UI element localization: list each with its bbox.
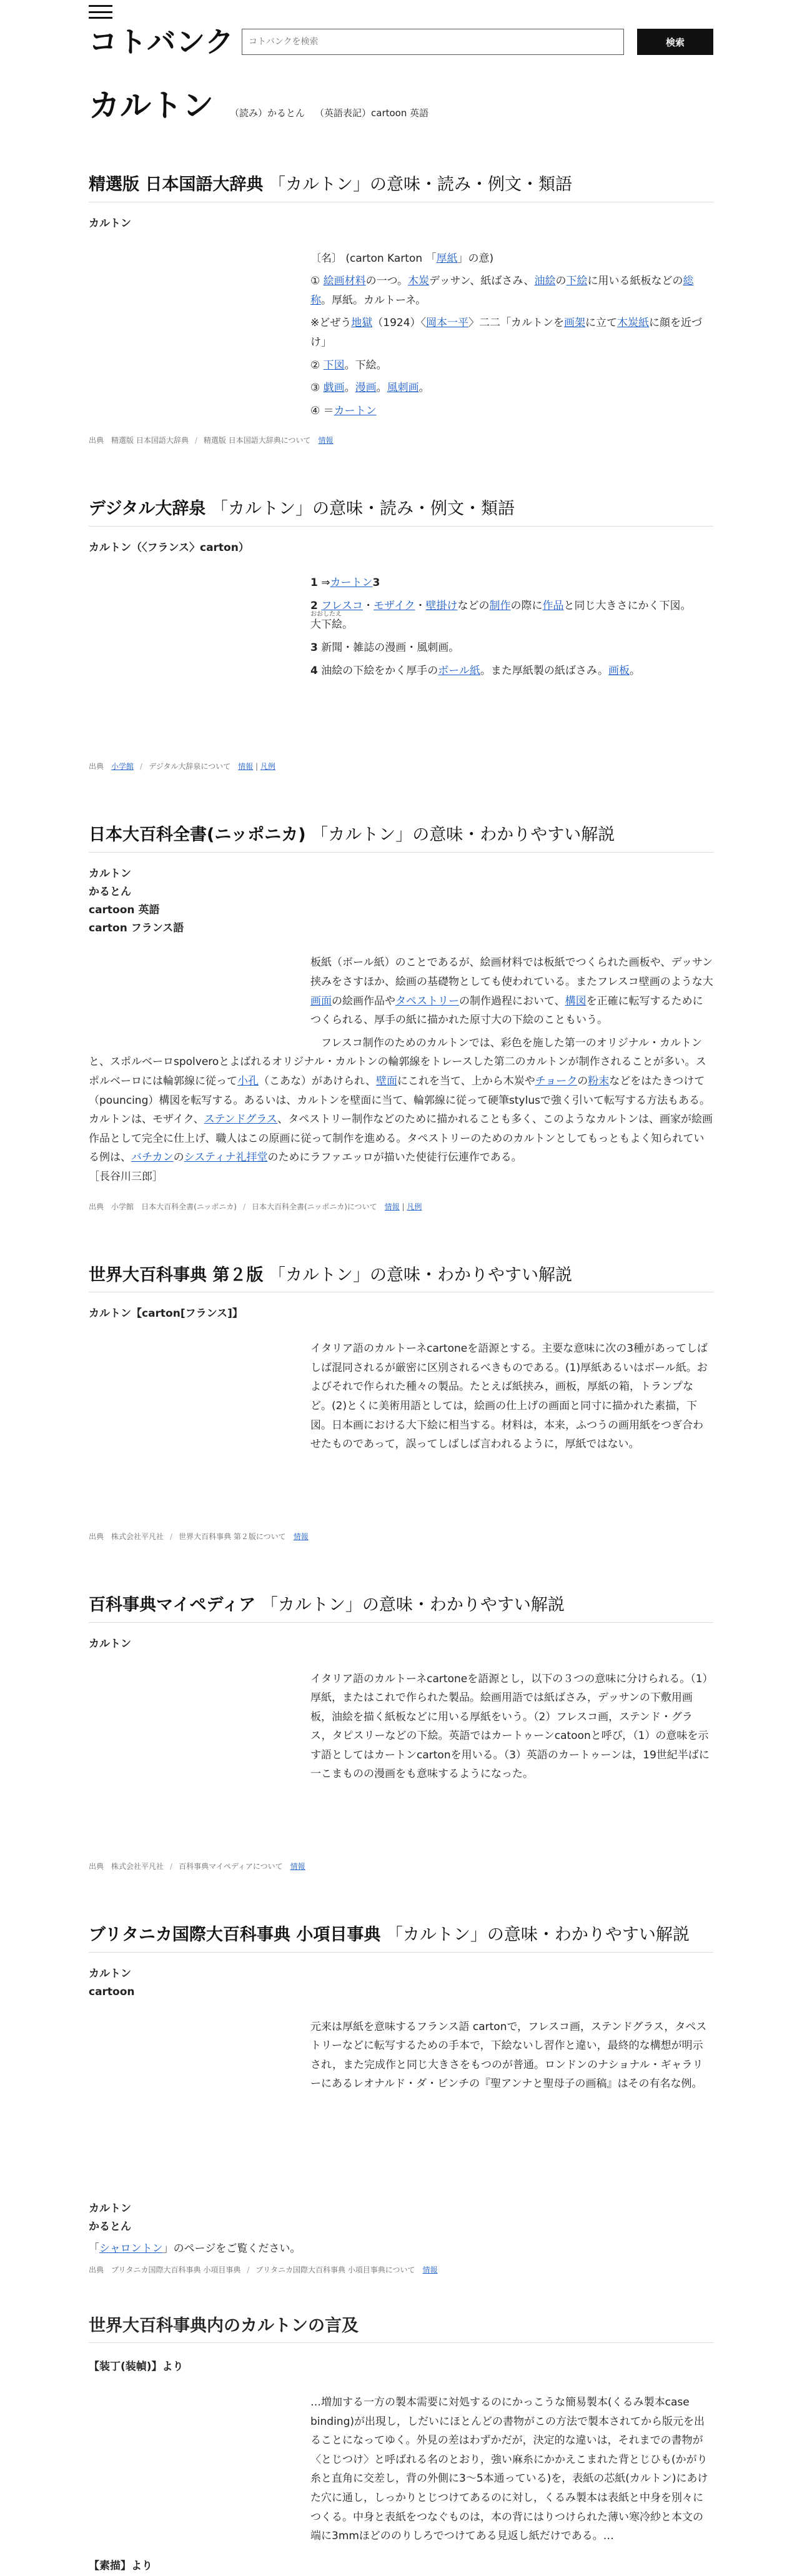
link-aburae[interactable]: 油絵: [534, 275, 556, 288]
mentions-section: [89, 2314, 713, 2576]
paragraph-2: [89, 1034, 713, 1167]
link-funmatsu[interactable]: 粉末: [588, 1075, 610, 1088]
head-french: carton フランス語: [89, 921, 184, 934]
link-atsugami[interactable]: 厚紙: [436, 252, 458, 265]
source-info-link[interactable]: 情報: [238, 762, 254, 771]
text: 。また厚紙製の紙ばさみ。: [480, 664, 608, 677]
text: に顔を近づけ」: [310, 317, 703, 349]
entry-head-2: [89, 2200, 713, 2236]
author: ［長谷川三郎］: [89, 1170, 163, 1183]
source-line: 出典 小学館 日本大百科全書(ニッポニカ) / 日本大百科全書(ニッポニカ)について 情報 | 凡例: [89, 1202, 422, 1211]
link-jigoku[interactable]: 地獄: [351, 317, 373, 330]
link-giga[interactable]: 戯画: [323, 382, 345, 395]
text: ・: [363, 599, 374, 612]
text: ④ ＝: [310, 404, 334, 417]
text: （こあな）があけられ、: [259, 1075, 377, 1088]
reading-kana: （読み）かるとん: [230, 107, 305, 119]
dict-section-nipponica: [89, 823, 713, 1213]
see-also: [89, 2240, 713, 2259]
source-publisher: 株式会社平凡社: [111, 1532, 164, 1541]
source-about: 世界大百科事典 第２版について: [179, 1532, 286, 1541]
search-input[interactable]: [242, 29, 624, 55]
source-label: 出典: [89, 1532, 104, 1541]
source-line: 出典 小学館 / デジタル大辞泉について 情報 | 凡例: [89, 762, 275, 771]
text: ②: [310, 359, 324, 372]
link-shitae[interactable]: 下絵: [566, 275, 588, 288]
link-kouzu[interactable]: 構図: [565, 994, 587, 1008]
definition-line: [310, 272, 713, 310]
definition-line: [310, 249, 713, 269]
paragraph-1: [89, 953, 713, 1029]
entry-head: [89, 865, 713, 938]
head-kana: かるとん: [89, 885, 131, 898]
entry-body: イタリア語のカルトーネcartoneを語源とし，以下の３つの意味に分けられる。（1）厚紙，またはこれで作られた製品。絵画用語では紙ばさみ，デッサンの下敷用画板，油絵を描く紙板などに用いる厚紙をいう。（2）フレスコ画，ステンド・グラス，タピスリーなどの下絵。英語ではカートゥーンcatoonと呼び，（1）の意味を示す語としてはカートンcartonを用いる。（3）英語のカートゥーンは，19世紀半ばに一こまものの漫画をも意味するようになった。: [310, 1672, 713, 1781]
site-header: [89, 0, 713, 59]
text: 大下絵: [310, 618, 342, 632]
dict-name: デジタル大辞泉: [89, 499, 206, 519]
head-word: カルトン: [89, 2202, 131, 2216]
ruby-reading: おおしたえ: [310, 611, 342, 618]
dict-section-britannica: [89, 1923, 713, 2276]
reading: [230, 105, 428, 121]
link-ballshi[interactable]: ボール紙: [438, 664, 480, 677]
source-label: 出典: [89, 436, 104, 445]
text: ①: [310, 275, 324, 288]
text: 、タペストリー制作などのために描かれることも多く、このようなカルトンは、画家が絵画作品として完全に仕上げ、職人はこの原画に従って制作を進める。タペストリーのためのカルトンとしてもっともよく知られている例は、: [89, 1113, 713, 1164]
text: に立て: [585, 317, 618, 330]
source-about: 日本大百科全書(ニッポニカ)について: [252, 1202, 377, 1211]
text: 。: [342, 618, 353, 632]
title-rest: 「カルトン」の意味・読み・例文・類語: [269, 175, 572, 194]
head-english: cartoon: [89, 1985, 135, 1998]
source-label: 出典: [89, 1202, 104, 1211]
source-info-link[interactable]: 情報: [384, 1202, 400, 1211]
title-rest: 「カルトン」の意味・読み・例文・類語: [210, 499, 515, 519]
section-title: [89, 1923, 713, 1953]
text: の一つ。: [365, 275, 408, 288]
text: 。厚紙。カルトーネ。: [321, 294, 427, 307]
source-info-link[interactable]: 情報: [422, 2265, 438, 2274]
dict-section-mypedia: [89, 1593, 713, 1873]
entry-head: カルトン【carton[フランス]】: [89, 1307, 243, 1320]
headword-row: [89, 89, 713, 123]
source-about: ブリタニカ国際大百科事典 小項目事典について: [255, 2265, 415, 2274]
head-word: カルトン: [89, 1967, 131, 1980]
sense-4: [310, 661, 713, 681]
section-title: [89, 1264, 713, 1293]
sense-2: [310, 597, 713, 635]
link-mosaic[interactable]: モザイク: [374, 599, 415, 612]
link-kaiga-zairyo[interactable]: 絵画材料: [323, 275, 366, 288]
link-carton[interactable]: カートン: [330, 577, 373, 590]
logo-search-row: [89, 25, 713, 59]
source-line: 出典 株式会社平凡社 / 世界大百科事典 第２版について 情報: [89, 1532, 309, 1541]
text: の: [577, 1075, 588, 1088]
text: デッサン、紙ばさみ、: [428, 275, 535, 288]
entry-body: [310, 573, 713, 680]
dict-name: ブリタニカ国際大百科事典 小項目事典: [89, 1925, 381, 1945]
source-publisher: 株式会社平凡社: [111, 1862, 164, 1871]
definition-line: [310, 379, 713, 398]
search-button[interactable]: 検索: [637, 29, 713, 55]
text: ・: [415, 599, 426, 612]
link-carton[interactable]: カートン: [334, 404, 377, 417]
sense-number: 2: [310, 599, 318, 612]
link-sistine[interactable]: システィナ礼拝堂: [184, 1151, 268, 1164]
link-hekimen[interactable]: 壁面: [376, 1075, 398, 1088]
text: の制作過程において、: [459, 994, 565, 1008]
source-line: 出典 精選版 日本国語大辞典 / 精選版 日本国語大辞典について 情報: [89, 436, 334, 445]
entry-body: イタリア語のカルトーネcartoneを語源とする。主要な意味に次の3種があってしばしば混同されるが厳密に区別されるべきものである。(1)厚紙あるいはボール紙。およびそれで作られた種々の製品。たとえば紙挟み，画板，厚紙の箱，トランプなど。(2)とくに美術用語としては，絵画の仕上げの画面と同寸に描かれた素描，下図。日本画における大下絵に相当する。材料は，本来，ふつうの画用紙をつぎ合わせたものであって，誤ってしばしば言われるように，厚紙ではない。: [310, 1342, 708, 1451]
entry-body: 元来は厚紙を意味するフランス語 cartonで，フレスコ画，ステンドグラス，タペストリーなどに転写するための手本で，下絵ないし習作と違い，最終的な構想が明示され，また完成作と同じ大きさをもつのが普通。ロンドンのナショナル・ギャラリーにあるレオナルド・ダ・ビンチの『聖アンナと聖母子の画稿』はその有名な例。: [310, 2020, 707, 2091]
text: の際に: [510, 599, 543, 612]
link-shitazu[interactable]: 下図: [323, 359, 345, 372]
source-about: 百科事典マイペディアについて: [179, 1862, 283, 1871]
dict-section-sekai-2: [89, 1264, 713, 1543]
source-name: 精選版 日本国語大辞典: [111, 436, 189, 445]
link-vatican[interactable]: バチカン: [131, 1151, 174, 1164]
text: 3: [372, 577, 380, 590]
text: に用いる紙板などの: [587, 275, 683, 288]
entry-body: [89, 953, 713, 1186]
source-label: 出典: [89, 762, 104, 771]
text: 新聞・雑誌の漫画・風刺画。: [317, 641, 460, 654]
section-title: [89, 2314, 713, 2344]
source-line: 出典 ブリタニカ国際大百科事典 小項目事典 / ブリタニカ国際大百科事典 小項目事典について 情報: [89, 2265, 438, 2274]
text: 。: [344, 382, 355, 395]
source-about: 精選版 日本国語大辞典について: [203, 436, 311, 445]
dict-name: 百科事典マイペディア: [89, 1595, 256, 1615]
sense-1: [310, 573, 713, 593]
section-title: [89, 1593, 713, 1623]
text: の: [173, 1151, 184, 1164]
site-logo[interactable]: コトバンク: [89, 25, 235, 59]
text: 。下絵。: [344, 359, 387, 372]
section-title: [89, 823, 713, 853]
link-sakuhin[interactable]: 作品: [542, 599, 564, 612]
reading-foreign: （英語表記）cartoon 英語: [315, 107, 429, 119]
link-tapestry[interactable]: タペストリー: [395, 994, 459, 1008]
text: の絵画作品や: [332, 994, 395, 1008]
text: 。: [418, 382, 430, 395]
definition-line: [310, 402, 713, 421]
source-publisher-link[interactable]: 小学館: [111, 762, 134, 771]
dict-name: 精選版 日本国語大辞典: [89, 175, 264, 194]
text: 〉二二「カルトンを: [468, 317, 565, 330]
entry-head: カルトン: [89, 1637, 131, 1650]
text: ③: [310, 382, 324, 395]
text: などの: [457, 599, 490, 612]
ruby-word: [310, 611, 342, 635]
source-label: 出典: [89, 2265, 104, 2274]
text: （1924）〈: [372, 317, 427, 330]
menu-icon[interactable]: [89, 5, 112, 19]
link-gamen[interactable]: 画面: [310, 994, 332, 1008]
section-title: [89, 173, 713, 202]
title-rest: 「カルトン」の意味・わかりやすい解説: [260, 1595, 565, 1615]
link-soushou[interactable]: 総称: [310, 275, 694, 307]
source-notes-link[interactable]: 凡例: [260, 762, 275, 771]
text: などをはたきつけて（pouncing）構図を転写する。あるいは、カルトンを壁面に当て、輪郭線に従って硬筆stylusで強く引いて転写する方法もある。カルトンは、モザイク、: [89, 1075, 710, 1126]
text: 板紙（ボール紙）のことであるが、絵画材料では板紙でつくられた画板や、デッサン挟みをさすほか、絵画の基礎物としても使われている。またフレスコ壁画のような大: [310, 956, 713, 989]
text: 油絵の下絵をかく厚手の: [317, 664, 438, 677]
text: 〔名〕 (carton Karton 「: [310, 252, 437, 265]
mention-source-heading-2: 【素描】より: [89, 2559, 152, 2572]
title-rest: 「カルトン」の意味・わかりやすい解説: [269, 1265, 572, 1285]
sense-3: [310, 638, 713, 658]
sense-number: 4: [310, 664, 318, 677]
entry-head: [89, 1965, 713, 2001]
link-stained-glass[interactable]: ステンドグラス: [204, 1113, 278, 1126]
text: の言及: [308, 2316, 359, 2336]
text: と同じ大きさにかく下図。: [563, 599, 691, 612]
text: にこれを当て、上から木炭や: [397, 1075, 535, 1088]
text: 」のページをご覧ください。: [162, 2242, 301, 2255]
dict-section-seisenban: [89, 173, 713, 447]
title-rest: 「カルトン」の意味・わかりやすい解説: [385, 1925, 690, 1945]
link-mokutan[interactable]: 木炭: [407, 275, 429, 288]
text: 。: [376, 382, 387, 395]
text: の: [555, 275, 567, 288]
text: 。: [629, 664, 640, 677]
definition-line: [310, 314, 713, 352]
text: 内の: [207, 2316, 240, 2336]
head-word: カルトン: [89, 867, 131, 880]
head-kana: かるとん: [89, 2220, 131, 2233]
text: 「: [89, 2242, 99, 2255]
source-info-link[interactable]: 情報: [293, 1532, 309, 1541]
source-info-link[interactable]: 情報: [318, 436, 334, 445]
definition-line: [310, 356, 713, 375]
link-fushiga[interactable]: 風刺画: [387, 382, 419, 395]
dict-name: 日本大百科全書(ニッポニカ): [89, 825, 306, 845]
source-name: 日本大百科全書(ニッポニカ): [141, 1202, 237, 1211]
page-title: カルトン: [89, 87, 214, 124]
source-about: デジタル大辞泉について: [149, 762, 231, 771]
head-english: cartoon 英語: [89, 903, 160, 916]
source-info-link[interactable]: 情報: [290, 1862, 305, 1871]
section-title: [89, 497, 713, 527]
source-label: 出典: [89, 1862, 104, 1871]
text: ⇒: [317, 577, 330, 590]
link-seisaku[interactable]: 制作: [489, 599, 511, 612]
link-okamoto[interactable]: 岡本一平: [426, 317, 469, 330]
text: 」の意): [457, 252, 494, 265]
link-chalk[interactable]: チョーク: [535, 1075, 578, 1088]
sense-number: 1: [310, 577, 318, 590]
link-gaka[interactable]: 画架: [564, 317, 586, 330]
entry-body: [310, 249, 713, 421]
link-mokutanshi[interactable]: 木炭紙: [617, 317, 650, 330]
page: [89, 0, 713, 2576]
link-shouko[interactable]: 小孔: [237, 1075, 259, 1088]
mention-source-heading: 【装丁(装幀)】より: [89, 2361, 184, 2374]
title-dict: 世界大百科事典: [89, 2316, 207, 2336]
text: フレスコ制作のためのカルトンでは、彩色を施した第一のオリジナル・カルトンと、スポルベーロspolveroとよばれるオリジナル・カルトンの輪郭線をトレースした第二のカルトンが制作されることが多い。スポルベーロには輪郭線に従って: [89, 1036, 706, 1088]
mention-body: …増加する一方の製本需要に対処するのにかっこうな簡易製本(くるみ製本case binding)が出現し，しだいにほとんどの書物がこの方法で製本されてから版元を出ることになってゆく。外見の差はわずかだが，決定的な違いは，それまでの書物が〈とじつけ〉と呼ばれる名のとおり，強い麻糸にかかえこまれた背とじひも(かがり糸と直角に交差し，背の外側に3～5本通っている)を，表紙の芯紙(カルトン)にあけた穴に通し，しっかりとじつけてあるのに対し，くるみ製本は表紙と中身を別々につくる。中身と表紙をつなぐものは，本の背にはりつけられた薄い寒冷紗と本文の端に3mmほどののりしろでつけてある見返し紙だけである。…: [310, 2396, 708, 2543]
link-kabekake[interactable]: 壁掛け: [425, 599, 458, 612]
text: を正確に転写するためにつくられる、厚手の紙に描かれた原寸大の下絵のこともいう。: [310, 994, 703, 1027]
link-gaban[interactable]: 画板: [608, 664, 630, 677]
dict-name: 世界大百科事典 第２版: [89, 1265, 264, 1285]
link-charenton[interactable]: シャロントン: [99, 2242, 163, 2255]
source-notes-link[interactable]: 凡例: [407, 1202, 422, 1211]
link-fresco[interactable]: フレスコ: [321, 599, 364, 612]
title-rest: 「カルトン」の意味・わかりやすい解説: [311, 825, 615, 845]
source-publisher: 小学館: [111, 1202, 134, 1211]
title-word: カルトン: [240, 2316, 308, 2336]
source-name: ブリタニカ国際大百科事典 小項目事典: [111, 2265, 241, 2274]
link-manga[interactable]: 漫画: [355, 382, 377, 395]
text: ※どぜう: [310, 317, 352, 330]
entry-head: カルトン（〈フランス〉carton）: [89, 542, 249, 555]
sense-number: 3: [310, 641, 318, 654]
entry-head: カルトン: [89, 217, 131, 230]
text: のためにラファエッロが描いた使徒行伝連作である。: [267, 1151, 522, 1164]
dict-section-daijisen: [89, 497, 713, 773]
source-line: 出典 株式会社平凡社 / 百科事典マイペディアについて 情報: [89, 1862, 305, 1871]
